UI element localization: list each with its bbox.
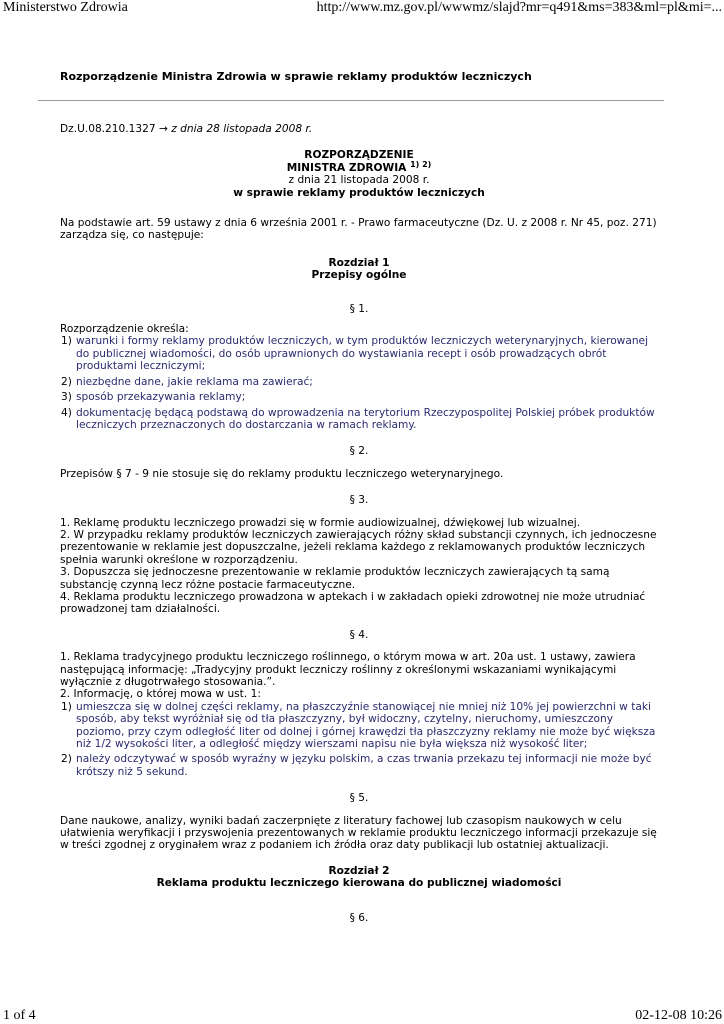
list-item-number: 4) bbox=[61, 406, 72, 419]
section-3-paragraph-4: 4. Reklama produktu leczniczego prowadzona w aptekach i w zakładach opieki zdrowotnej nie może utrudniać prowadzonej tam działalności. bbox=[60, 590, 646, 616]
list-item-text: sposób przekazywania reklamy; bbox=[76, 391, 246, 404]
chapter-1-title: Rozdział 1 bbox=[328, 256, 390, 269]
section-3-paragraph-1: 1. Reklamę produktu leczniczego prowadzi się w formie audiowizualnej, dźwiękowej lub wizualnej. bbox=[60, 516, 581, 529]
arrow-icon: → bbox=[158, 123, 168, 135]
list-item bbox=[60, 376, 658, 388]
journal-reference bbox=[60, 123, 658, 135]
list-item-text: warunki i formy reklamy produktów leczniczych, w tym produktów leczniczych weterynaryjnych, kierowanej do publicznej wiadomości, do osób uprawnionych do wystawiania recept i osób prowadzących obrót produktami leczniczymi; bbox=[76, 335, 649, 373]
document-body bbox=[60, 123, 658, 924]
list-item bbox=[60, 391, 658, 403]
section-3-number: § 3. bbox=[349, 494, 369, 507]
act-issuer-text: MINISTRA ZDROWIA bbox=[286, 161, 407, 174]
list-item-text: należy odczytywać w sposób wyraźny w języku polskim, a czas trwania przekazu tej informacji nie może być krótszy niż 5 sekund. bbox=[76, 753, 652, 778]
act-type: ROZPORZĄDZENIE bbox=[304, 149, 414, 162]
chapter-1-heading bbox=[60, 257, 658, 282]
act-subject: w sprawie reklamy produktów leczniczych bbox=[233, 186, 485, 199]
list-item-number: 3) bbox=[61, 391, 72, 404]
section-4-number: § 4. bbox=[349, 628, 369, 641]
list-item bbox=[60, 701, 658, 751]
browser-print-header-url: http://www.mz.gov.pl/wwwmz/slajd?mr=q491&ms=383&ml=pl&mi=... bbox=[316, 0, 722, 15]
list-item-text: umieszcza się w dolnej części reklamy, na płaszczyźnie stanowiącej nie mniej niż 10% jej powierzchni w taki sposób, aby tekst wyróżniał się od tła płaszczyzny, był widoczny, czytelny, nieruchomy, umieszczony poziomo, przy czym odległość liter od dolnej i górnej krawędzi tła płaszczyzny reklamy nie może być większa niż 1/2 wysokości liter, a odległość między wierszami napisu nie była większa niż wysokość liter; bbox=[76, 700, 656, 751]
list-item-text: niezbędne dane, jakie reklama ma zawierać; bbox=[76, 375, 313, 388]
list-item-number: 1) bbox=[61, 700, 72, 713]
page-title: Rozporządzenie Ministra Zdrowia w sprawie reklamy produktów leczniczych bbox=[60, 70, 532, 83]
list-item-number: 2) bbox=[61, 753, 72, 766]
section-3-paragraph-3: 3. Dopuszcza się jednoczesne prezentowanie w reklamie produktów leczniczych zawierających tą samą substancję czynną lecz różne postacie farmaceutyczne. bbox=[60, 566, 610, 591]
section-5-text: Dane naukowe, analizy, wyniki badań zaczerpnięte z literatury fachowej lub czasopism naukowych w celu ułatwienia weryfikacji i przyswojenia prezentowanych w reklamie produktu leczniczego informacji przekazuje się w treści zgodnej z oryginałem wraz z podaniem ich źródła oraz daty publikacji lub ostatniej aktualizacji. bbox=[60, 814, 657, 852]
section-5-number: § 5. bbox=[349, 792, 369, 805]
journal-date: z dnia 28 listopada 2008 r. bbox=[171, 123, 313, 135]
act-heading bbox=[60, 149, 658, 174]
list-item-text: dokumentację będącą podstawą do wprowadzenia na terytorium Rzeczypospolitej Polskiej próbek produktów leczniczych przeznaczonych do dostarczania w ramach reklamy. bbox=[76, 406, 655, 431]
title-divider bbox=[38, 100, 664, 101]
chapter-2-title: Rozdział 2 bbox=[328, 864, 390, 877]
act-date: z dnia 21 listopada 2008 r. bbox=[288, 174, 430, 187]
journal-code: Dz.U.08.210.1327 bbox=[60, 123, 156, 135]
list-item-number: 2) bbox=[61, 375, 72, 388]
browser-print-header-title: Ministerstwo Zdrowia bbox=[3, 0, 128, 15]
section-2-text: Przepisów § 7 - 9 nie stosuje się do reklamy produktu leczniczego weterynaryjnego. bbox=[60, 467, 504, 480]
chapter-1-subtitle: Przepisy ogólne bbox=[311, 269, 407, 282]
section-3-paragraph-2: 2. W przypadku reklamy produktów leczniczych zawierających różny skład substancji czynnych, ich jednoczesne prezentowanie w reklamie jest dopuszczalne, jeżeli reklama każdego z reklamowanych produktów leczniczych spełnia warunki określone w rozporządzeniu. bbox=[60, 528, 657, 566]
list-item bbox=[60, 753, 658, 778]
section-2-number: § 2. bbox=[349, 445, 369, 458]
list-item-number: 1) bbox=[61, 335, 72, 348]
section-1-number: § 1. bbox=[349, 302, 369, 315]
list-item bbox=[60, 335, 658, 372]
section-4-paragraph-1: 1. Reklama tradycyjnego produktu leczniczego roślinnego, o którym mowa w art. 20a ust. 1 ustawy, zawiera następującą informację: „Tradycyjny produkt leczniczy roślinny z określonymi wskazaniami wynikającymi wyłącznie z długotrwałego stosowania.”. bbox=[60, 651, 636, 688]
print-timestamp: 02-12-08 10:26 bbox=[635, 1008, 722, 1023]
section-4-list bbox=[60, 701, 658, 778]
list-item bbox=[60, 407, 658, 432]
chapter-2-subtitle: Reklama produktu leczniczego kierowana do publicznej wiadomości bbox=[156, 877, 562, 890]
page-counter: 1 of 4 bbox=[3, 1008, 36, 1023]
section-4-paragraph-2: 2. Informację, o której mowa w ust. 1: bbox=[60, 688, 261, 701]
section-1-intro: Rozporządzenie określa: bbox=[60, 323, 189, 336]
act-issuer bbox=[60, 159, 658, 174]
section-6-number: § 6. bbox=[349, 911, 369, 924]
legal-basis: Na podstawie art. 59 ustawy z dnia 6 września 2001 r. - Prawo farmaceutyczne (Dz. U. z 2008 r. Nr 45, poz. 271) zarządza się, co następuje: bbox=[60, 217, 657, 242]
chapter-2-heading bbox=[60, 865, 658, 890]
section-1-list bbox=[60, 335, 658, 431]
footnote-refs: 1) 2) bbox=[410, 159, 432, 169]
